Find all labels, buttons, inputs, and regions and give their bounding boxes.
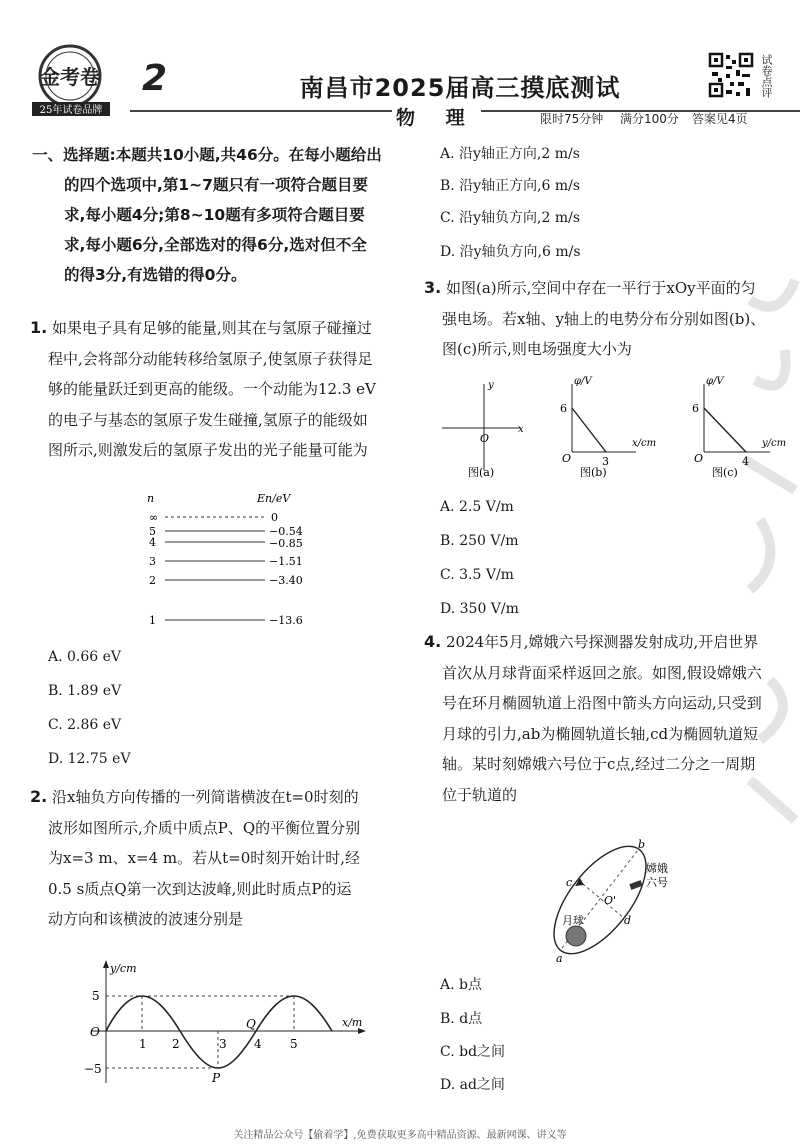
option-d[interactable]: D. 12.75 eV xyxy=(48,751,131,767)
x-tick: 2 xyxy=(172,1037,180,1051)
potential-figures xyxy=(440,370,800,490)
probe-label: 六号 xyxy=(646,876,668,889)
section-line: 的四个选项中,第1~7题只有一项符合题目要 xyxy=(64,176,368,194)
fig-c-line xyxy=(704,408,746,452)
option-b[interactable]: B. 1.89 eV xyxy=(48,683,122,699)
point-p-label: P xyxy=(212,1071,221,1085)
question-text: 如果电子具有足够的能量,则其在与氢原子碰撞过 xyxy=(52,319,372,337)
full-score: 满分100分 xyxy=(620,112,679,126)
time-limit: 限时75分钟 xyxy=(540,112,604,126)
point-c-label: c xyxy=(566,876,573,889)
section-line: 一、选择题:本题共10小题,共46分。在每小题给出 xyxy=(32,146,382,164)
question-number: 3. xyxy=(424,278,442,297)
question-text: 月球的引力,ab为椭圆轨道长轴,cd为椭圆轨道短 xyxy=(442,724,759,743)
question-text: 图所示,则激发后的氢原子发出的光子能量可能为 xyxy=(48,441,368,459)
level-energy: −1.51 xyxy=(269,555,303,568)
option-c[interactable]: C. 沿y轴负方向,2 m/s xyxy=(440,210,581,226)
level-energy: 0 xyxy=(271,511,278,524)
footer-note: 关注精品公众号【偷着学】,免费获取更多高中精品资源、最新网课、讲义等 xyxy=(233,1130,567,1141)
question-1 xyxy=(30,313,405,466)
point-a-label: a xyxy=(556,952,563,965)
option-a[interactable]: A. 0.66 eV xyxy=(48,649,122,665)
question-3 xyxy=(424,273,800,365)
fig-b-x-tick: 3 xyxy=(602,455,609,468)
question-text: 0.5 s质点Q第一次到达波峰,则此时质点P的运 xyxy=(48,879,352,898)
option-c[interactable]: C. bd之间 xyxy=(440,1044,506,1060)
fig-c-x-label: y/cm xyxy=(762,438,787,449)
fig-a-x-label: x xyxy=(518,424,524,435)
point-b-label: b xyxy=(638,838,646,851)
question-text: 沿x轴负方向传播的一列简谐横波在t=0时刻的 xyxy=(52,788,359,806)
option-a[interactable]: A. 沿y轴正方向,2 m/s xyxy=(440,146,580,162)
x-tick: 3 xyxy=(219,1037,227,1051)
fig-c-x-tick: 4 xyxy=(742,455,749,468)
question-text: 位于轨道的 xyxy=(442,785,518,804)
level-n: 4 xyxy=(149,536,156,549)
subject-label: 物 理 xyxy=(392,103,481,130)
option-b[interactable]: B. 沿y轴正方向,6 m/s xyxy=(440,178,581,194)
level-energy: −3.40 xyxy=(269,574,303,587)
x-tick: 4 xyxy=(254,1037,262,1051)
question-2 xyxy=(30,782,408,935)
moon-icon xyxy=(566,926,586,946)
level-energy: −0.54 xyxy=(269,525,303,538)
question-text: 2024年5月,嫦娥六号探测器发射成功,开启世界 xyxy=(446,633,759,651)
option-c[interactable]: C. 3.5 V/m xyxy=(440,567,514,583)
option-b[interactable]: B. 250 V/m xyxy=(440,533,519,549)
level-n: ∞ xyxy=(149,511,159,524)
svg-text:25年试卷品牌: 25年试卷品牌 xyxy=(39,105,103,116)
fig-b-y-tick: 6 xyxy=(560,402,567,415)
energy-level-diagram xyxy=(135,490,335,630)
fig-b-x-label: x/cm xyxy=(632,438,657,449)
fig-a-caption: 图(a) xyxy=(468,466,495,479)
fig-b-line xyxy=(572,408,606,452)
x-tick: 5 xyxy=(290,1037,298,1051)
option-d[interactable]: D. ad之间 xyxy=(440,1077,505,1093)
question-text: 图(c)所示,则电场强度大小为 xyxy=(442,340,632,358)
orbit-ellipse xyxy=(540,831,663,965)
wave-graph xyxy=(84,958,374,1088)
option-c[interactable]: C. 2.86 eV xyxy=(48,717,122,733)
fig-c-y-label: φ/V xyxy=(706,376,724,387)
level-n: 5 xyxy=(149,525,156,538)
level-energy: −0.85 xyxy=(269,537,303,550)
y-tick: 5 xyxy=(92,989,100,1003)
fig-a-y-label: y xyxy=(488,380,494,391)
fig-b-caption: 图(b) xyxy=(580,466,607,479)
question-text: 够的能量跃迁到更高的能级。一个动能为12.3 eV xyxy=(48,380,376,398)
level-energy: −13.6 xyxy=(269,614,303,627)
question-text: 的电子与基态的氢原子发生碰撞,氢原子的能级如 xyxy=(48,410,368,429)
question-number: 4. xyxy=(424,632,442,651)
question-number: 2. xyxy=(30,787,48,806)
option-a[interactable]: A. 2.5 V/m xyxy=(440,499,514,515)
origin-label: O xyxy=(90,1025,100,1039)
section-line: 的得3分,有选错的得0分。 xyxy=(64,266,247,284)
orbit-diagram xyxy=(540,830,690,965)
question-4 xyxy=(424,627,800,810)
n-axis-label: n xyxy=(147,492,155,505)
fig-b-origin: O xyxy=(562,452,572,465)
probe-label: 嫦娥 xyxy=(646,862,668,875)
level-n: 2 xyxy=(149,574,156,587)
brand-logo xyxy=(22,40,122,120)
option-b[interactable]: B. d点 xyxy=(440,1011,483,1027)
question-text: 动方向和该横波的波速分别是 xyxy=(48,910,244,928)
wave-curve xyxy=(106,996,332,1068)
section-one-instructions xyxy=(32,140,402,290)
moon-label: 月球 xyxy=(562,914,584,927)
qr-code-icon[interactable] xyxy=(708,52,754,98)
option-d[interactable]: D. 沿y轴负方向,6 m/s xyxy=(440,244,581,260)
question-text: 强电场。若x轴、y轴上的电势分布分别如图(b)、 xyxy=(442,309,766,328)
fig-c-caption: 图(c) xyxy=(712,466,738,479)
answer-ref: 答案见4页 xyxy=(692,112,748,126)
question-text: 程中,会将部分动能转移给氢原子,使氢原子获得足 xyxy=(48,349,373,368)
question-text: 波形如图所示,介质中质点P、Q的平衡位置分别 xyxy=(48,818,361,837)
center-label: O' xyxy=(604,894,617,907)
y-tick: −5 xyxy=(84,1062,102,1076)
fig-c-y-tick: 6 xyxy=(692,402,699,415)
section-line: 求,每小题6分,全部选对的得6分,选对但不全 xyxy=(64,236,367,254)
point-d-label: d xyxy=(624,914,632,927)
y-label: y/cm xyxy=(110,962,137,975)
question-text: 号在环月椭圆轨道上沿图中箭头方向运动,只受到 xyxy=(442,694,762,712)
y-arrow xyxy=(103,960,109,968)
qr-label: 试卷点评 xyxy=(760,54,773,98)
question-text: 首次从月球背面采样返回之旅。如图,假设嫦娥六 xyxy=(442,663,762,682)
page-title: 南昌市2025届高三摸底测试 xyxy=(299,74,621,102)
svg-text:金考卷: 金考卷 xyxy=(40,65,100,89)
fig-b-y-label: φ/V xyxy=(574,376,592,387)
e-axis-label: En/eV xyxy=(257,492,291,505)
issue-number: 2 xyxy=(142,58,168,99)
level-n: 1 xyxy=(149,614,156,627)
question-text: 为x=3 m、x=4 m。若从t=0时刻开始计时,经 xyxy=(48,849,361,867)
option-a[interactable]: A. b点 xyxy=(440,977,482,993)
x-tick: 1 xyxy=(139,1037,147,1051)
minor-axis xyxy=(578,880,624,918)
option-d[interactable]: D. 350 V/m xyxy=(440,601,519,617)
question-number: 1. xyxy=(30,318,48,337)
point-q-label: Q xyxy=(246,1017,256,1031)
fig-c-origin: O xyxy=(694,452,704,465)
level-n: 3 xyxy=(149,555,156,568)
fig-a-origin: O xyxy=(480,432,490,445)
x-label: x/m xyxy=(342,1016,363,1029)
section-line: 求,每小题4分;第8~10题有多项符合题目要 xyxy=(64,206,365,224)
question-text: 如图(a)所示,空间中存在一平行于xOy平面的匀 xyxy=(446,279,756,297)
question-text: 轴。某时刻嫦娥六号位于c点,经过二分之一周期 xyxy=(442,755,756,773)
